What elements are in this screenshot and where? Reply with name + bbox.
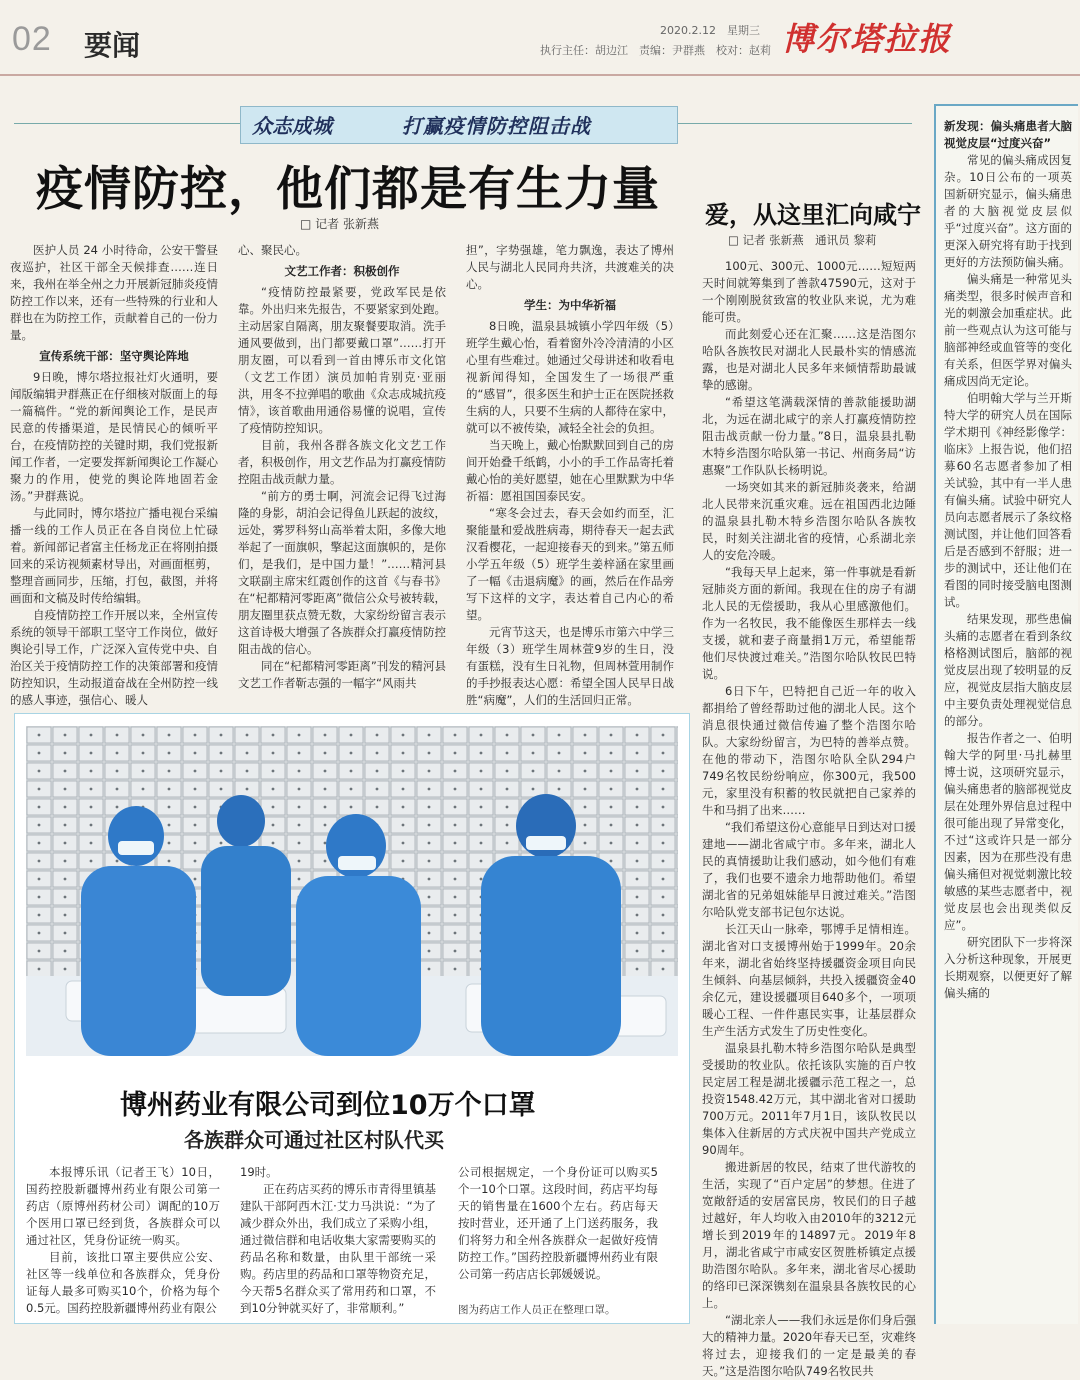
section-title: 要闻 [84,29,141,62]
paragraph: 8日晚，温泉县城镇小学四年级（5）班学生戴心怡，看着窗外冷冷清清的小区心里有些难过。她通过父母讲述和收看电视新闻得知，全国发生了一场很严重的“感冒”，很多医生和护士正在医院拯救生病的人，只要不生病的人都待在家中，就可以不被传染，减轻全社会的负担。 [466,319,674,435]
paragraph: 担”，字势强雄，笔力飘逸，表达了博州人民与湖北人民同舟共济，共渡难关的决心。 [466,243,674,291]
photo-caption: 图为药店工作人员正在整理口罩。 [458,1304,616,1316]
story3-headline: 博州药业有限公司到位10万个口罩 [120,1090,536,1121]
paragraph: 一场突如其来的新冠肺炎袭来，给湖北人民带来沉重灾难。远在祖国西北边陲的温泉县扎勒木特乡浩图尔哈队各族牧民，时刻关注湖北省的疫情，心系湖北亲人的安危冷暖。 [702,480,916,562]
paragraph: 常见的偏头痛成因复杂。10日公布的一项英国新研究显示，偏头痛患者的大脑视觉皮层似乎“过度兴奋”。这方面的更深入研究将有助于找到更好的方法预防偏头痛。 [944,153,1072,269]
paragraph: 目前，我州各群各族文化文艺工作者，积极创作，用文艺作品为打赢疫情防控阻击战贡献力量。 [238,438,446,486]
story3-subheadline: 各族群众可通过社区村队代买 [184,1128,444,1152]
paragraph: 温泉县扎勒木特乡浩图尔哈队是典型受援助的牧业队。依托该队实施的百户牧民定居工程是湖北援疆示范工程之一，总投资1548.42万元，其中湖北省对口援助700万元。2011年7月1日，该队牧民以集体入住新居的方式庆祝中国共产党成立90周年。 [702,1041,916,1157]
story3-column-1 [26,1164,220,1322]
paragraph: 6日下午，巴特把自己近一年的收入都捐给了曾经帮助过他的湖北人民。这个消息很快通过微信传遍了整个浩图尔哈队。大家纷纷留言，为巴特的善举点赞。在他的带动下，浩图尔哈队全队294户749名牧民纷纷响应，你300元，我500元，家里没有积蓄的牧民就把自己家养的牛和马捐了出来…… [702,684,916,817]
issue-date: 2020.2.12 星期三 [660,24,760,37]
paragraph: 19时。 [240,1165,278,1179]
subheading: 宣传系统干部：坚守舆论阵地 [39,349,189,363]
paragraph: 9日晚，博尔塔拉报社灯火通明，要闻版编辑尹群燕正在仔细核对版面上的每一篇稿件。“党的新闻舆论工作，是民声民意的传播渠道，是民情民心的倾听平台，在疫情防控的关键时期，我们党报新闻工作者，一定要发挥新闻舆论工作凝心聚力的作用，使党的舆论阵地固若金汤。”尹群燕说。 [10,370,218,503]
paragraph: 偏头痛是一种常见头痛类型，很多时候声音和光的刺激会加重症状。此前一些观点认为这可能与脑部神经或血管等的变化有关系，但医学界对偏头痛成因尚无定论。 [944,272,1072,388]
paragraph: “我们希望这份心意能早日到达对口援建地——湖北省咸宁市。多年来，湖北人民的真情援助让我们感动，如今他们有难了，我们也要不遗余力地帮助他们。希望湖北省的兄弟姐妹能早日渡过难关。”浩图尔哈队党支部书记包尔达说。 [702,820,916,919]
paragraph: 元宵节这天，也是博乐市第六中学三年级（3）班学生周林萱9岁的生日，没有蛋糕，没有生日礼物，但周林萱用制作的手抄报表达心愿：希望全国人民早日战胜“病魔”，人们的生活回归正常。 [466,625,674,707]
paragraph: 结果发现，那些患偏头痛的志愿者在看到条纹格格测试图后，脑部的视觉皮层出现了较明显的反应，视觉皮层指大脑皮层中主要负责处理视觉信息的部分。 [944,612,1072,728]
sidebar-body [944,118,1072,1322]
editorial-staff: 执行主任：胡边江 责编：尹群燕 校对：赵莉 [540,44,771,57]
sidebar-title: 新发现：偏头痛患者大脑视觉皮层“过度兴奋” [944,119,1072,150]
story1-column-1 [10,242,218,707]
main-headline: 疫情防控，他们都是有生力量 [36,162,660,217]
main-byline: □ 记者 张新燕 [300,217,379,231]
paragraph: 搬进新居的牧民，结束了世代游牧的生活，实现了“百户定居”的梦想。住进了宽敞舒适的安居富民房，牧民们的日子越过越好，年人均收入由2010年的3212元增长到2019年的14897元。2019年8月，湖北省咸宁市咸安区贺胜桥镇定点援助浩图尔哈队。多年来，湖北省尽心援助的络印已深深镌刻在温泉县各族牧民的心上。 [702,1160,916,1310]
story2-byline: □ 记者 张新燕 通讯员 黎莉 [728,233,877,247]
paragraph: 报告作者之一、伯明翰大学的阿里·马扎赫里博士说，这项研究显示，偏头痛患者的脑部视觉皮层在处理外界信息过程中很可能出现了异常变化，不过“这或许只是一部分因素，因为在那些没有患偏头痛但对视觉刺激比较敏感的某些志愿者中，视觉皮层也会出现类似反应”。 [944,731,1072,932]
paragraph: 本报博乐讯（记者王飞）10日，国药控股新疆博州药业有限公司第一药店（原博州药材公司）调配的10万个医用口罩已经到货，各族群众可以通过社区，凭身份证统一购买。 [26,1165,220,1247]
paragraph: “湖北亲人——我们永远是你们身后强大的精神力量。2020年春天已至，灾难终将过去，迎接我们的一定是最美的春天。”这是浩图尔哈队749名牧民共 [702,1313,916,1378]
header-divider [0,74,1080,76]
story1-column-2 [238,242,446,702]
story2-headline: 爱，从这里汇向咸宁 [705,201,921,229]
paragraph: 而此刻爱心还在汇聚……这是浩图尔哈队各族牧民对湖北人民最朴实的情感流露，也是对湖北人民多年来倾情帮助最诚挚的感谢。 [702,327,916,392]
paragraph: “我每天早上起来，第一件事就是看新冠肺炎方面的新闻。我现在住的房子有湖北人民的无偿援助，我从心里感激他们。作为一名牧民，我不能像医生那样去一线支援，就和妻子商量捐1万元，希望能帮他们尽快渡过难关。”浩图尔哈队牧民巴特说。 [702,565,916,681]
paragraph: 正在药店买药的博乐市青得里镇基建队干部阿西木江·艾力马洪说：“为了减少群众外出，我们成立了采购小组，通过微信群和电话收集大家需要购买的药品名称和数量，由队里干部统一采购。药店里的药品和口罩等物资充足，今天帮5名群众买了常用药和口罩，不到10分钟就买好了，非常顺利。” [240,1182,436,1315]
banner-slogan-left: 众志成城 [252,114,332,138]
newspaper-masthead: 博尔塔拉报 [782,20,953,58]
paragraph: 长江天山一脉牵，鄂博手足情相连。湖北省对口支援博州始于1999年。20余年来，湖北省始终坚持援疆资金项目向民生倾斜、向基层倾斜，共投入援疆资金40余亿元，建设援疆项目640多个，一项项暖心工程、一件件惠民实事，让基层群众生产生活方式发生了历史性变化。 [702,922,916,1038]
paragraph: 公司根据规定，一个身份证可以购买5个一10个口罩。这段时间，药店平均每天的销售量在1600个左右。药店每天按时营业，还开通了上门送药服务，我们将努力和全州各族群众一起做好疫情防控工作。”国药控股新疆博州药业有限公司第一药店店长郭媛媛说。 [458,1165,658,1281]
paragraph: 同在“杞都精河零距离”刊发的精河县文艺工作者靳志强的一幅字“风雨共 [238,659,446,690]
paragraph: 自疫情防控工作开展以来，全州宣传系统的领导干部职工坚守工作岗位，做好舆论引导工作，广泛深入宣传党中央、自治区关于疫情防控工作的决策部署和疫情防控知识，生动报道奋战在全州防控一线的感人事迹，强信心、暖人 [10,608,218,707]
subheading: 学生：为中华祈福 [524,298,616,312]
paragraph: 医护人员 24 小时待命，公安干警昼夜巡护，社区干部全天候排查……连日来，我州在举全州之力开展新冠肺炎疫情防控工作以来，还有一些特殊的行业和人群也在为防控工作，贡献着自己的一份力量。 [10,243,218,342]
paragraph: 心、聚民心。 [238,243,307,257]
paragraph: “希望这笔满载深情的善款能援助湖北，为远在湖北咸宁的亲人打赢疫情防控阻击战贡献一份力量。”8日，温泉县扎勒木特乡浩图尔哈队第一书记、州商务局“访惠聚”工作队队长杨明说。 [702,395,916,477]
paragraph: 伯明翰大学与兰开斯特大学的研究人员在国际学术期刊《神经影像学：临床》上报告说，他们招募60名志愿者参加了相关试验，其中有一半人患有偏头痛。试验中研究人员向志愿者展示了条纹格测试图，并让他们回答看后是否感到不舒服；进一步的测试中，还让他们在看图的同时接受脑电图测试。 [944,391,1072,609]
paragraph: 当天晚上，戴心怡默默回到自己的房间开始叠千纸鹤，小小的手工作品寄托着戴心怡的美好愿望，她在心里默默为中华祈福：愿祖国国泰民安。 [466,438,674,503]
banner-rule-left [14,123,240,124]
pharmacy-workers-photo [26,726,678,1056]
paragraph: “疫情防控最紧要，党政军民是依靠。外出归来先报告，不要紧家到处跑。主动居家自隔离，朋友聚餐要取消。洗手通风要做到，出门都要戴口罩”……打开朋友圈，可以看到一首由博乐市文化馆（文艺工作团）演员加帕肯别克·亚丽洪，用冬不拉弹唱的歌曲《众志成城抗疫情》，该首歌曲用通俗易懂的说唱，宣传了疫情防控知识。 [238,285,446,435]
banner-slogan-right: 打赢疫情防控阻击战 [402,114,591,138]
paragraph: 研究团队下一步将深入分析这种现象，开展更长期观察，以便更好了解偏头痛的 [944,935,1072,1000]
paragraph: 与此同时，博尔塔拉广播电视台采编播一线的工作人员正在各自岗位上忙碌着。新闻部记者富主任杨龙正在将刚拍摄回来的采访视频素材导出，对画面框剪，整理音画同步，压缩，打包，截图，并将画面和文稿及时传给编辑。 [10,506,218,605]
paragraph: 目前，该批口罩主要供应公安、社区等一线单位和各族群众，凭身份证每人最多可购买10个，价格为每个0.5元。国药控股新疆博州药业有限公 [26,1250,220,1315]
page-number: 02 [12,20,52,58]
subheading: 文艺工作者：积极创作 [284,264,400,278]
paragraph: “前方的勇士啊，河流会记得飞过海隆的身影，胡泊会记得鱼儿跃起的波纹，远处，雾罗科努山高举着太阳，多像大地举起了一面旗帜，擎起这面旗帜的，是你们，是我们，是中国力量！”……精河县文联副主席宋红霞创作的这首《与春书》在“杞都精河零距离”微信公众号被转载，朋友圈里获点赞无数，大家纷纷留言表示这首诗极大增强了各族群众打赢疫情防控阻击战的信心。 [238,489,446,656]
paragraph: “寒冬会过去，春天会如约而至，汇聚能量和爱战胜病毒，期待春天一起去武汉看樱花，一起迎接春天的到来。”第五师小学五年级（5）班学生姜梓涵在家里画了一幅《击退病魔》的画，然后在作品旁写下这样的文字，表达着自己内心的希望。 [466,506,674,622]
banner-rule-right [676,123,912,124]
story3-column-3 [458,1164,658,1298]
paragraph: 100元、300元、1000元……短短两天时间就筹集到了善款47590元，这对于一个刚刚脱贫致富的牧业队来说，尤为难能可贵。 [702,259,916,324]
story1-column-3 [466,242,674,707]
story3-column-2 [240,1164,436,1322]
story2-body [702,258,916,1378]
